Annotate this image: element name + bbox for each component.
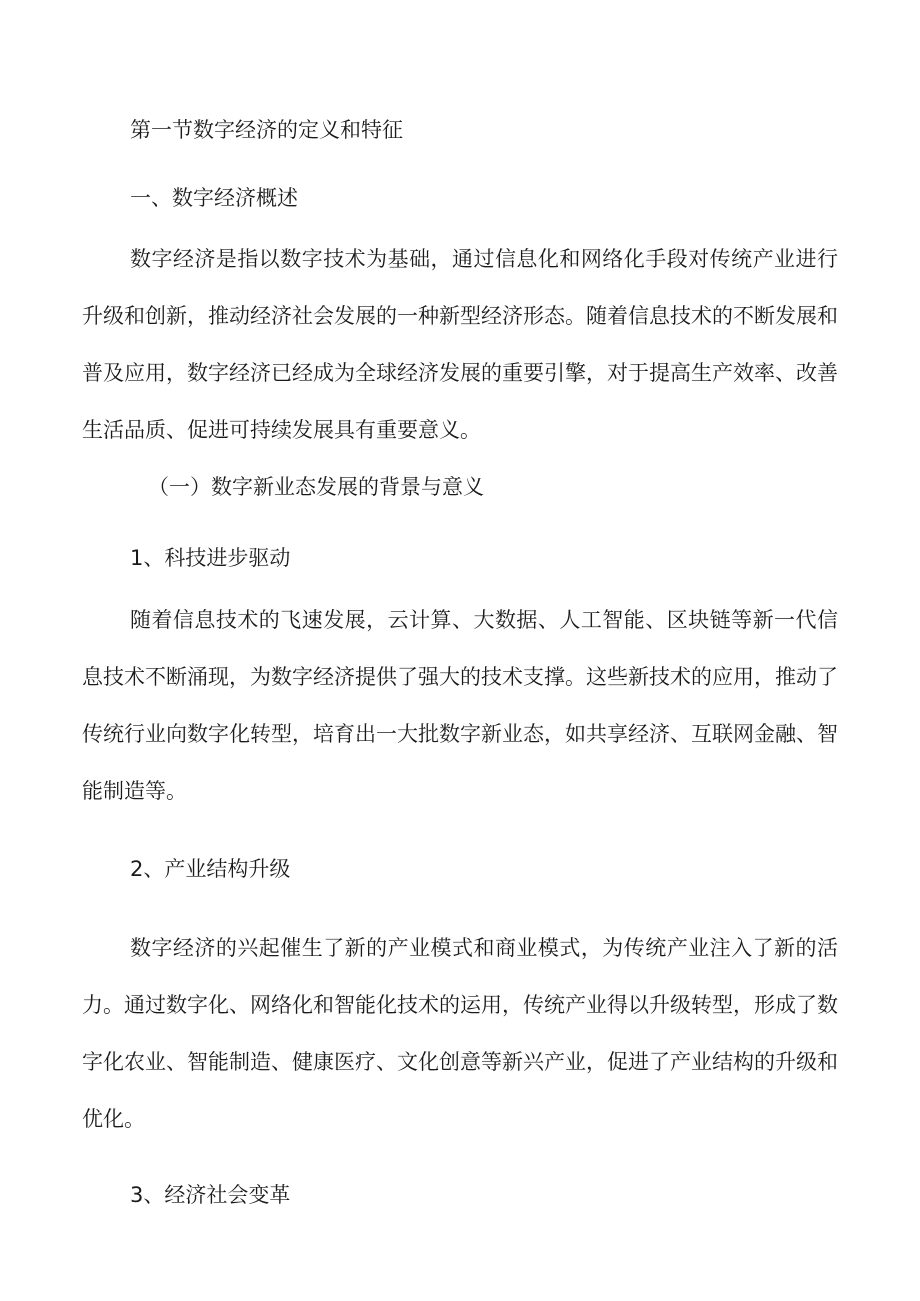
item-heading-society: 3、经济社会变革 — [130, 1183, 291, 1207]
item-heading-tech: 1、科技进步驱动 — [130, 546, 291, 570]
paragraph-industry: 数字经济的兴起催生了新的产业模式和商业模式，为传统产业注入了新的活力。通过数字化、网络化和智能化技术的运用，传统产业得以升级转型，形成了数字化农业、智能制造、健康医疗、文化创意等新兴产业，促进了产业结构的升级和优化。 — [82, 936, 838, 1131]
section-title: 第一节数字经济的定义和特征 — [130, 118, 403, 142]
item-heading-industry: 2、产业结构升级 — [130, 857, 291, 881]
paragraph-overview: 数字经济是指以数字技术为基础，通过信息化和网络化手段对传统产业进行升级和创新，推动经济社会发展的一种新型经济形态。随着信息技术的不断发展和普及应用，数字经济已经成为全球经济发展的重要引擎，对于提高生产效率、改善生活品质、促进可持续发展具有重要意义。 — [82, 247, 838, 442]
subsection-heading: 一、数字经济概述 — [130, 186, 298, 210]
paragraph-tech: 随着信息技术的飞速发展，云计算、大数据、人工智能、区块链等新一代信息技术不断涌现，为数字经济提供了强大的技术支撑。这些新技术的应用，推动了传统行业向数字化转型，培育出一大批数字新业态，如共享经济、互联网金融、智能制造等。 — [82, 608, 838, 803]
subsection-heading-background: （一）数字新业态发展的背景与意义 — [148, 475, 484, 499]
